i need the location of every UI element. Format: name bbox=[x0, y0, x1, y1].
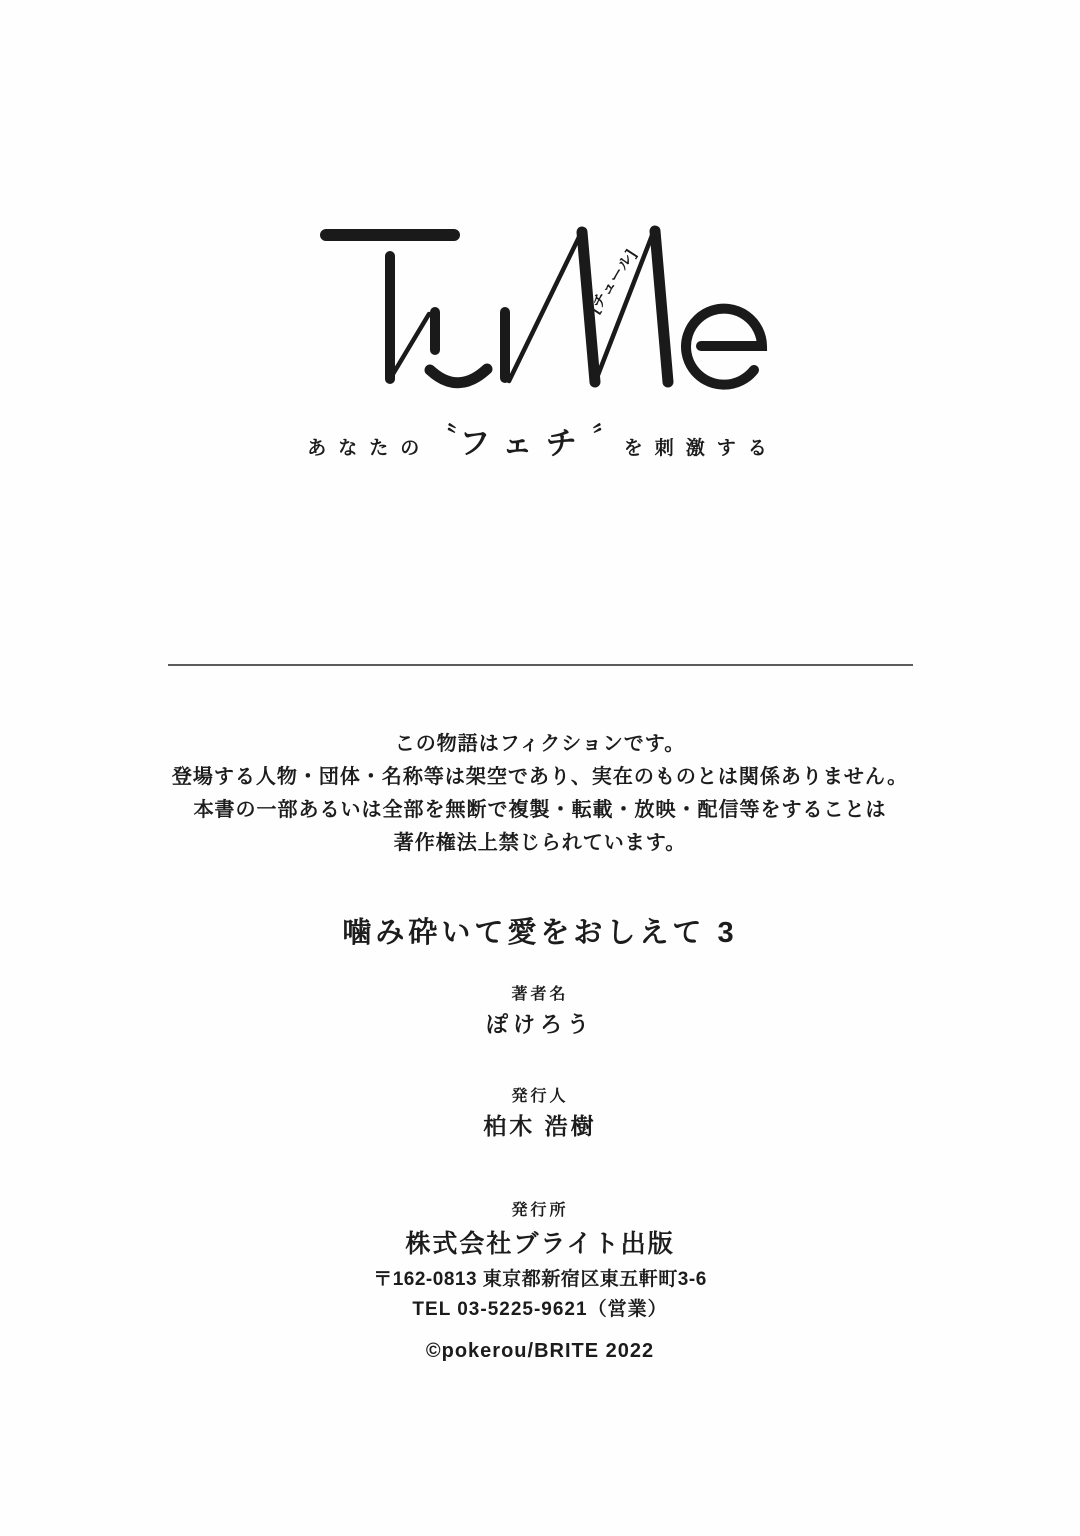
tume-wordmark-logo bbox=[310, 224, 770, 394]
issuer-name: 柏木 浩樹 bbox=[483, 1113, 597, 1139]
disclaimer-block bbox=[0, 728, 1080, 860]
tagline-open-quote: 〝 bbox=[433, 422, 457, 448]
logo-m-upstroke-1 bbox=[509, 233, 581, 381]
issuer-label: 発行人 bbox=[511, 1088, 569, 1105]
divider-line bbox=[168, 664, 913, 666]
tagline-prefix: あなたの bbox=[307, 438, 432, 459]
tulle-logo-block bbox=[305, 224, 779, 463]
tagline-suffix: を刺激する bbox=[623, 438, 779, 459]
logo-u-bowl bbox=[430, 369, 487, 383]
author-label: 著者名 bbox=[511, 986, 569, 1003]
logo-ligature-stroke bbox=[390, 314, 429, 379]
logo-ruby-text: [チュール] bbox=[586, 246, 640, 317]
logo-tagline bbox=[305, 418, 779, 463]
publisher-label: 発行所 bbox=[511, 1202, 569, 1219]
disclaimer-line: 著作権法上禁じられています。 bbox=[393, 832, 687, 854]
logo-e bbox=[686, 309, 762, 385]
disclaimer-line: 本書の一部あるいは全部を無断で複製・転載・放映・配信等をすることは bbox=[193, 799, 887, 821]
tagline-emphasis: フェチ bbox=[459, 426, 590, 461]
publisher-address: 〒162-0813 東京都新宿区東五軒町3-6 bbox=[373, 1269, 707, 1290]
disclaimer-line: 登場する人物・団体・名称等は架空であり、実在のものとは関係ありません。 bbox=[171, 766, 909, 788]
publisher-tel: TEL 03-5225-9621（営業） bbox=[412, 1299, 668, 1320]
logo-m-downstroke-2 bbox=[655, 231, 668, 382]
author-name: ぽけろう bbox=[485, 1012, 594, 1037]
book-title: 噛み砕いて愛をおしえて 3 bbox=[342, 917, 738, 949]
disclaimer-line: この物語はフィクションです。 bbox=[394, 733, 686, 755]
copyright-line: ©pokerou/BRITE 2022 bbox=[425, 1340, 655, 1362]
tagline-close-quote: 〞 bbox=[592, 422, 616, 448]
tume-wordmark-strokes bbox=[326, 231, 762, 385]
publisher-name: 株式会社ブライト出版 bbox=[405, 1230, 675, 1258]
